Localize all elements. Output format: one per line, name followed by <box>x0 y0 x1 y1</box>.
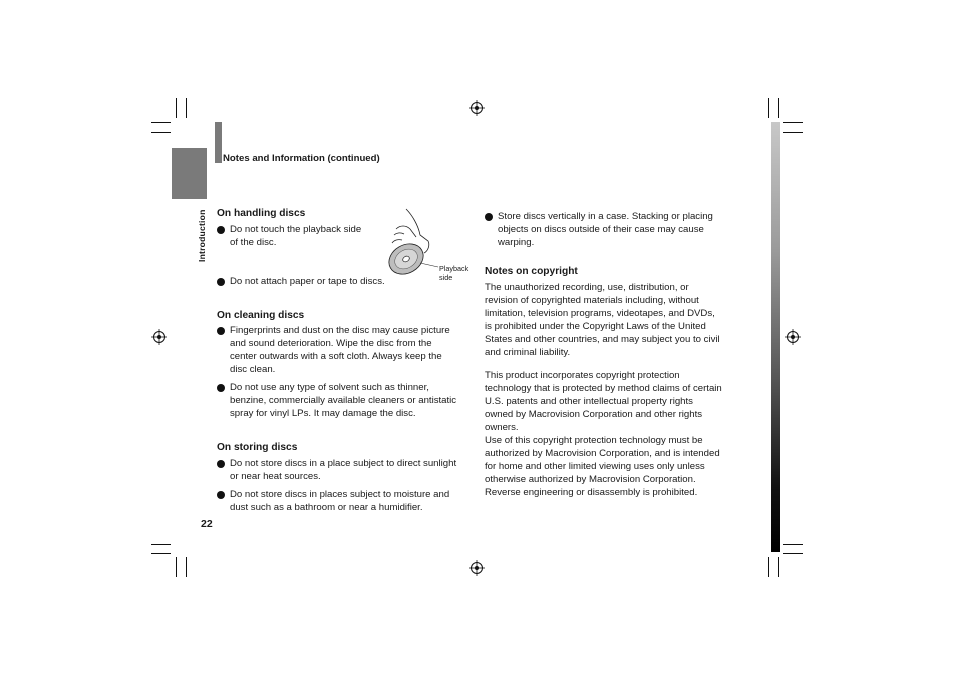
bullet-icon <box>217 460 225 468</box>
section-tab <box>172 148 207 199</box>
macrovision-paragraph: This product incorporates copyright protection technology that is protected by method claims of certain U.S. patents and other intellectual property rights owned by Macrovision Corporation and other rights owners. Use of this copyright protection technology must be authorized by Macrovision Corporation, and is intended for home and other limited viewing uses only unless otherwise authorized by Macrovision Corporation. Reverse engineering or disassembly is prohibited. <box>485 370 722 498</box>
bullet-icon <box>485 213 493 221</box>
copyright-paragraph: The unauthorized recording, use, distribution, or revision of copyrighted materials including, without limitation, television programs, videotapes, and DVDs, is prohibited under the Copyright Laws of the United States and other countries, and may subject you to civil and criminal liability. <box>485 282 720 358</box>
section-label: Introduction <box>197 209 207 263</box>
page-title: Notes and Information (continued) <box>223 153 380 164</box>
list-item: Do not touch the playback side of the disc. <box>217 223 361 249</box>
list-item: Store discs vertically in a case. Stacking or placing objects on discs outside of their case may cause warping. <box>485 210 713 249</box>
bullet-icon <box>217 384 225 392</box>
handling-heading: On handling discs <box>217 208 306 219</box>
copyright-heading: Notes on copyright <box>485 266 578 277</box>
registration-mark-icon <box>469 100 485 116</box>
list-item: Do not store discs in places subject to moisture and dust such as a bathroom or near a humidifier. <box>217 488 449 514</box>
registration-mark-icon <box>785 329 801 345</box>
edge-gradient-bar <box>771 122 780 552</box>
list-item: Fingerprints and dust on the disc may cause picture and sound deterioration. Wipe the disc from the center outwards with a soft cloth. Always keep the disc clean. <box>217 324 450 376</box>
disc-handling-illustration <box>384 207 440 277</box>
figure-label: Playback side <box>439 264 469 282</box>
list-item: Do not store discs in a place subject to direct sunlight or near heat sources. <box>217 457 456 483</box>
bullet-icon <box>217 327 225 335</box>
list-item: Do not attach paper or tape to discs. <box>217 275 385 288</box>
bullet-icon <box>217 491 225 499</box>
registration-mark-icon <box>469 560 485 576</box>
bullet-icon <box>217 226 225 234</box>
list-item: Do not use any type of solvent such as thinner, benzine, commercially available cleaners or antistatic spray for vinyl LPs. It may damage the disc. <box>217 381 456 420</box>
page-number: 22 <box>201 518 213 530</box>
bullet-icon <box>217 278 225 286</box>
registration-mark-icon <box>151 329 167 345</box>
cleaning-heading: On cleaning discs <box>217 310 305 321</box>
header-accent-bar <box>215 122 222 163</box>
storing-heading: On storing discs <box>217 442 298 453</box>
